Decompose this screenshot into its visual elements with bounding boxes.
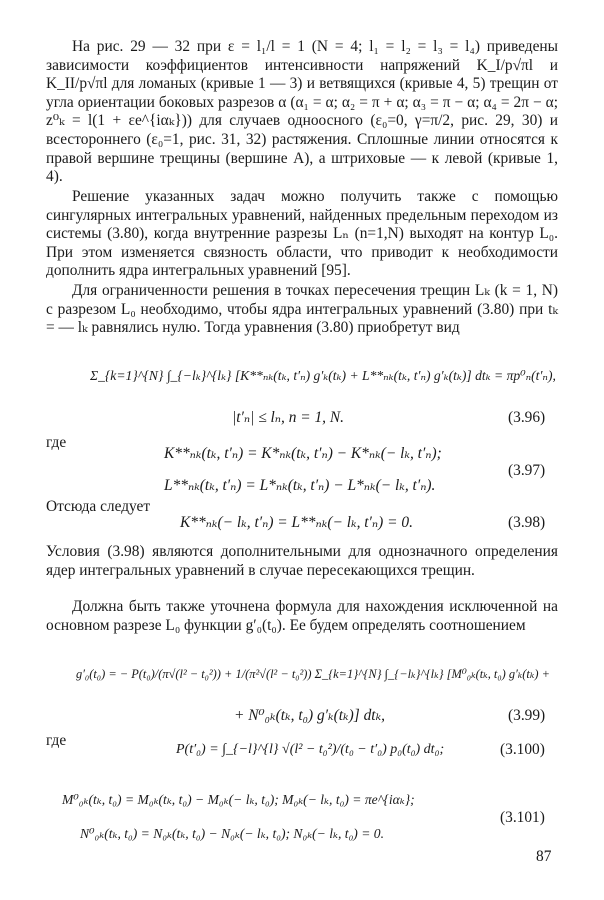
paragraph-2: [46, 188, 558, 281]
paragraph-1: [46, 38, 558, 187]
equation-3-99-line-1: g′₀(t₀) = − P(t₀)/(π√(l² − t₀²)) + 1/(π²√(l² − t₀²)) Σ_{k=1}^{N} ∫_{−lₖ}^{lₖ} [M⁰₀ₖ(tₖ, t₀) g′ₖ(tₖ) +: [76, 667, 550, 681]
paragraph-5: [46, 598, 558, 635]
equation-3-96-line-2: |t′ₙ| ≤ lₙ, n = 1, N.: [232, 409, 344, 426]
paragraph-4-text: Условия (3.98) являются дополнительными для однозначного определения ядер интегральных уравнений в случае пересекающихся трещин.: [46, 543, 558, 579]
equation-3-97-line-1: K**ₙₖ(tₖ, t′ₙ) = K*ₙₖ(tₖ, t′ₙ) − K*ₙₖ(− lₖ, t′ₙ);: [164, 445, 442, 462]
label-gde-2: где: [46, 732, 67, 749]
equation-number-3-97: (3.97): [508, 462, 546, 479]
equation-3-99-line-2: + N⁰₀ₖ(tₖ, t₀) g′ₖ(tₖ)] dtₖ,: [234, 707, 386, 724]
paragraph-5-text: Должна быть также уточнена формула для нахождения исключенной на основном разрезе L₀ функции g′₀(t₀). Ее будем определять соотношением: [46, 598, 558, 634]
equation-number-3-98: (3.98): [508, 514, 546, 531]
equation-number-3-96: (3.96): [508, 409, 546, 426]
paragraph-3-text: Для ограниченности решения в точках пересечения трещин Lₖ (k = 1, N) с разрезом L₀ необходимо, чтобы ядра интегральных уравнений (3.80) при tₖ = — lₖ равнялись нулю. Тогда уравнения (3.80) приобретут вид: [46, 282, 558, 337]
equation-3-96-line-1: Σ_{k=1}^{N} ∫_{−lₖ}^{lₖ} [K**ₙₖ(tₖ, t′ₙ) g′ₖ(tₖ) + L**ₙₖ(tₖ, t′ₙ) g′ₖ(tₖ)] dtₖ = πp⁰ₙ(t′ₙ),: [90, 368, 556, 383]
equation-number-3-99: (3.99): [508, 707, 546, 724]
equation-number-3-100: (3.100): [500, 741, 545, 758]
equation-number-3-101: (3.101): [500, 809, 545, 826]
equation-3-101-line-2: N⁰₀ₖ(tₖ, t₀) = N₀ₖ(tₖ, t₀) − N₀ₖ(− lₖ, t₀); N₀ₖ(− lₖ, t₀) = 0.: [80, 826, 384, 841]
paragraph-4: [46, 543, 558, 580]
label-gde-1: где: [46, 434, 67, 451]
paragraph-3: [46, 282, 558, 338]
label-otsyuda-sleduet: Отсюда следует: [46, 498, 151, 515]
equation-3-98: K**ₙₖ(− lₖ, t′ₙ) = L**ₙₖ(− lₖ, t′ₙ) = 0.: [180, 514, 413, 531]
page-number: 87: [536, 848, 552, 865]
equation-3-97-line-2: L**ₙₖ(tₖ, t′ₙ) = L*ₙₖ(tₖ, t′ₙ) − L*ₙₖ(− lₖ, t′ₙ).: [164, 477, 436, 494]
equation-3-101-line-1: M⁰₀ₖ(tₖ, t₀) = M₀ₖ(tₖ, t₀) − M₀ₖ(− lₖ, t₀); M₀ₖ(− lₖ, t₀) = πe^{iαₖ};: [62, 792, 415, 807]
equation-3-100: P(t′₀) = ∫_{−l}^{l} √(l² − t₀²)/(t₀ − t′₀) p₀(t₀) dt₀;: [176, 742, 445, 757]
paragraph-2-text: Решение указанных задач можно получить также с помощью сингулярных интегральных уравнений, найденных предельным переходом из системы (3.80), когда внутренние разрезы Lₙ (n=1,N) выходят на контур L₀. При этом изменяется связность области, что приводит к необходимости дополнить ядра интегральных уравнений [95].: [46, 188, 558, 280]
paragraph-1-text: На рис. 29 — 32 при ε = l₁/l = 1 (N = 4; l₁ = l₂ = l₃ = l₄) приведены зависимости коэффициентов интенсивности напряжений K_I/p√πl и K_II/p√πl для ломаных (кривые 1 — 3) и ветвящихся (кривые 4, 5) трещин от угла ориентации боковых разрезов α (α₁ = α; α₂ = π + α; α₃ = π − α; α₄ = 2π − α; z⁰ₖ = l(1 + εe^{iαₖ})) для случаев одноосного (ε₀=0, γ=π/2, рис. 29, 30) и всестороннего (ε₀=1, рис. 31, 32) растяжения. Сплошные линии относятся к правой вершине трещины (вершине A), а штриховые — к левой (кривые 1, 4).: [46, 38, 558, 186]
